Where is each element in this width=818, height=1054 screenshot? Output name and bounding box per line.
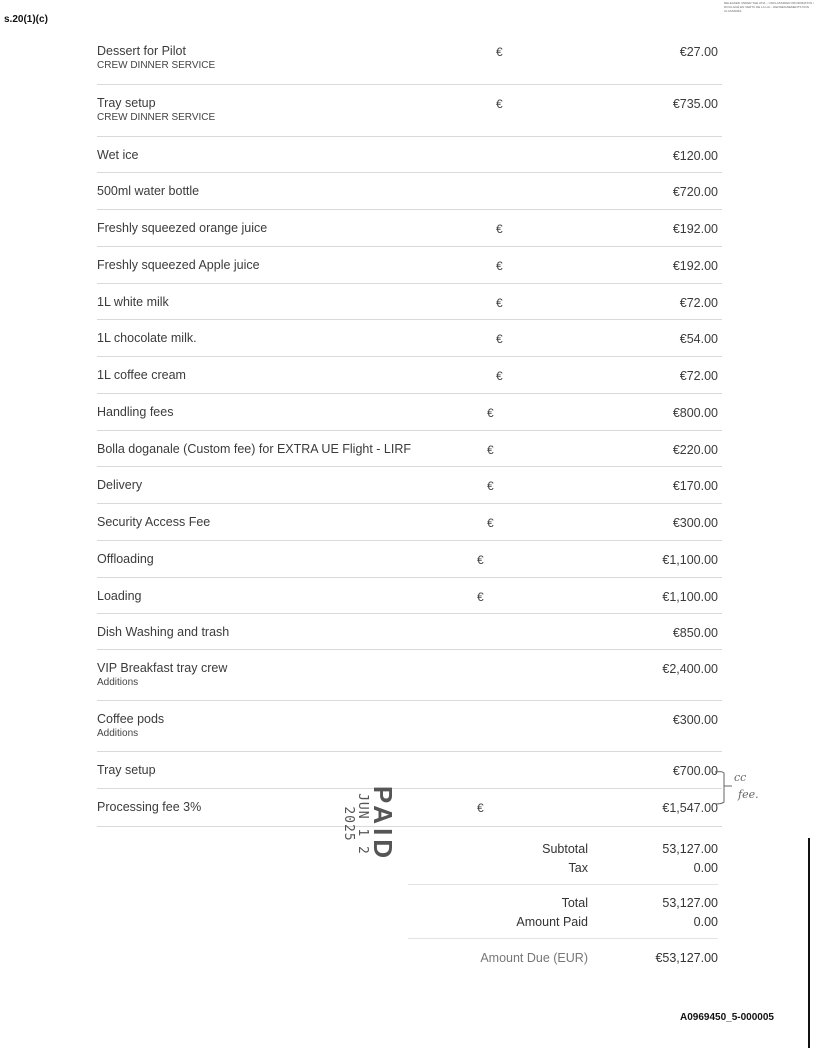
line-item-description: 1L chocolate milk. xyxy=(97,331,197,345)
line-item-row xyxy=(97,320,722,357)
tax-value: 0.00 xyxy=(693,861,718,875)
line-item-description: Freshly squeezed Apple juice xyxy=(97,258,260,272)
line-item-amount: €720.00 xyxy=(672,185,718,199)
line-item-amount: €700.00 xyxy=(672,764,718,778)
line-item-amount: €800.00 xyxy=(672,406,718,420)
section-code: s.20(1)(c) xyxy=(4,14,48,25)
line-item-currency: € xyxy=(496,45,503,59)
line-item-row xyxy=(97,247,722,284)
scan-edge-mark xyxy=(808,838,810,1048)
line-item-row xyxy=(97,614,722,650)
tax-label: Tax xyxy=(568,861,588,875)
line-item-row xyxy=(97,173,722,210)
line-item-currency: € xyxy=(487,479,494,493)
line-item-subtext: Additions xyxy=(97,677,139,688)
line-item-row xyxy=(97,137,722,173)
line-item-description: VIP Breakfast tray crew xyxy=(97,661,228,675)
line-item-amount: €1,547.00 xyxy=(662,801,718,815)
document-id: A0969450_5-000005 xyxy=(680,1012,774,1023)
amount-due-value: €53,127.00 xyxy=(655,951,718,965)
line-item-description: Offloading xyxy=(97,552,154,566)
line-item-currency: € xyxy=(487,443,494,457)
line-item-row xyxy=(97,33,722,85)
line-item-description: Coffee pods xyxy=(97,712,165,726)
line-item-currency: € xyxy=(487,406,494,420)
subtotal-value: 53,127.00 xyxy=(662,842,718,856)
line-item-row xyxy=(97,578,722,614)
line-item-currency: € xyxy=(496,369,503,383)
line-item-currency: € xyxy=(487,516,494,530)
line-item-amount: €120.00 xyxy=(672,149,718,163)
line-item-amount: €2,400.00 xyxy=(662,662,718,676)
line-item-currency: € xyxy=(496,222,503,236)
amount-due-divider xyxy=(408,938,718,939)
line-item-description: Handling fees xyxy=(97,405,174,419)
line-item-amount: €1,100.00 xyxy=(662,590,718,604)
line-item-row xyxy=(97,284,722,320)
svg-text:cc: cc xyxy=(734,771,747,784)
line-item-row xyxy=(97,504,722,541)
line-item-row xyxy=(97,357,722,394)
line-item-row xyxy=(97,210,722,247)
line-item-currency: € xyxy=(496,296,503,310)
line-item-description: 1L coffee cream xyxy=(97,368,186,382)
line-item-currency: € xyxy=(477,801,484,815)
line-item-description: 1L white milk xyxy=(97,295,169,309)
line-item-row xyxy=(97,541,722,578)
line-item-currency: € xyxy=(477,553,484,567)
line-item-row xyxy=(97,752,722,789)
line-item-amount: €27.00 xyxy=(679,45,718,59)
line-item-amount: €72.00 xyxy=(679,369,718,383)
line-items-table xyxy=(97,33,722,827)
line-item-row xyxy=(97,701,722,752)
line-item-row xyxy=(97,789,722,827)
line-item-row xyxy=(97,394,722,431)
svg-text:fee.: fee. xyxy=(738,788,759,801)
line-item-amount: €170.00 xyxy=(672,479,718,493)
line-item-subtext: CREW DINNER SERVICE xyxy=(97,112,216,123)
line-item-currency: € xyxy=(496,332,503,346)
handwritten-cc-fee-note xyxy=(712,768,782,808)
line-item-amount: €72.00 xyxy=(679,296,718,310)
line-item-amount: €192.00 xyxy=(672,222,718,236)
totals-divider xyxy=(408,884,718,885)
line-item-description: Tray setup xyxy=(97,96,156,110)
line-item-row xyxy=(97,85,722,137)
line-item-amount: €735.00 xyxy=(672,97,718,111)
line-item-amount: €54.00 xyxy=(679,332,718,346)
line-item-description: Security Access Fee xyxy=(97,515,211,529)
line-item-amount: €850.00 xyxy=(672,626,718,640)
line-item-row xyxy=(97,467,722,504)
line-item-description: Tray setup xyxy=(97,763,156,777)
line-item-description: 500ml water bottle xyxy=(97,184,200,198)
line-item-amount: €300.00 xyxy=(672,516,718,530)
line-item-description: Wet ice xyxy=(97,148,139,162)
line-item-amount: €192.00 xyxy=(672,259,718,273)
line-item-currency: € xyxy=(496,97,503,111)
line-item-row xyxy=(97,431,722,467)
line-item-amount: €220.00 xyxy=(672,443,718,457)
total-value: 53,127.00 xyxy=(662,896,718,910)
amount-paid-value: 0.00 xyxy=(693,915,718,929)
line-item-amount: €1,100.00 xyxy=(662,553,718,567)
line-item-amount: €300.00 xyxy=(672,713,718,727)
amount-paid-label: Amount Paid xyxy=(516,915,588,929)
paid-stamp-date: JUN 1 2 2025 xyxy=(341,793,370,855)
line-item-description: Dessert for Pilot xyxy=(97,44,186,58)
line-item-description: Processing fee 3% xyxy=(97,800,202,814)
line-item-description: Delivery xyxy=(97,478,143,492)
line-item-currency: € xyxy=(477,590,484,604)
paid-stamp xyxy=(313,781,397,867)
line-item-description: Freshly squeezed orange juice xyxy=(97,221,268,235)
line-item-currency: € xyxy=(496,259,503,273)
release-note: RELEASED UNDER THE ATIA – UNCLASSIFIED INFORMATION / DIVULGUÉ EN VERTU DE LA LAI – RENSEIGNEMENTS NON CLASSIFIÉS xyxy=(724,1,814,13)
line-item-description: Bolla doganale (Custom fee) for EXTRA UE Flight - LIRF xyxy=(97,442,412,456)
line-item-row xyxy=(97,650,722,701)
paid-stamp-text: PAID xyxy=(368,785,398,863)
subtotal-label: Subtotal xyxy=(542,842,588,856)
line-item-description: Dish Washing and trash xyxy=(97,625,230,639)
line-item-subtext: Additions xyxy=(97,728,139,739)
line-item-description: Loading xyxy=(97,589,142,603)
line-item-subtext: CREW DINNER SERVICE xyxy=(97,60,216,71)
total-label: Total xyxy=(561,896,588,910)
amount-due-label: Amount Due (EUR) xyxy=(480,951,588,965)
